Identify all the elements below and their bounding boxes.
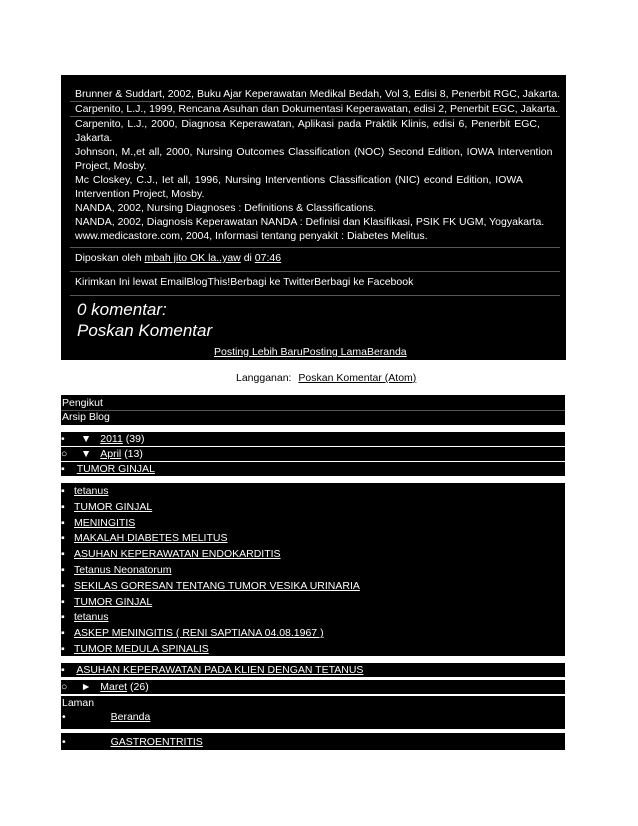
blog-pager (214, 345, 407, 359)
archive-post-link[interactable]: tetanus (74, 485, 109, 497)
archive-post (61, 531, 565, 545)
divider (61, 410, 565, 411)
posted-by-prefix: Diposkan oleh (75, 252, 142, 264)
page-link-gastroentritis[interactable]: GASTROENTRITIS (110, 736, 203, 748)
square-bullet-icon: ▪ (61, 643, 65, 655)
archive-prev-month (61, 680, 565, 694)
divider (70, 271, 560, 272)
posted-at: di (243, 252, 252, 264)
square-bullet-icon: ▪ (61, 485, 65, 497)
archive-year (61, 432, 565, 446)
square-bullet-icon: ▪ (61, 664, 65, 676)
share-bar (75, 275, 413, 289)
archive-post-link[interactable]: SEKILAS GORESAN TENTANG TUMOR VESIKA URINARIA (74, 579, 360, 592)
archive-month-count: (13) (124, 448, 143, 460)
reference-4-cont: Project, Mosby. (75, 160, 147, 172)
post-footer (75, 251, 281, 265)
square-bullet-icon: ▪ (61, 516, 65, 529)
archive-month (61, 447, 565, 461)
reference-3: Carpenito, L.J., 2000, Diagnosa Keperawatan, Aplikasi pada Praktik Klinis, edisi 6, Penerbit EGC, (75, 118, 540, 130)
share-email-link[interactable]: Kirimkan Ini lewat Email (75, 276, 187, 288)
archive-post (61, 516, 565, 530)
archive-post (61, 610, 565, 624)
bullet-icon: • (62, 736, 66, 748)
square-bullet-icon: ▪ (61, 532, 65, 545)
archive-title: Arsip Blog (62, 411, 110, 423)
archive-post (61, 642, 565, 656)
square-bullet-icon: ▪ (61, 463, 65, 475)
home-link[interactable]: Beranda (366, 346, 407, 358)
newer-posts-link[interactable]: Posting Lebih Baru (214, 346, 303, 358)
archive-post-link[interactable]: ASUHAN KEPERAWATAN PADA KLIEN DENGAN TETANUS (76, 664, 364, 676)
reference-3-cont: Jakarta. (75, 132, 113, 144)
archive-post (61, 484, 565, 498)
subscribe-atom-link[interactable]: Poskan Komentar (Atom) (298, 372, 417, 384)
archive-post-link[interactable]: Tetanus Neonatorum (74, 564, 172, 576)
archive-post-link[interactable]: MENINGITIS (74, 516, 136, 529)
timestamp-link[interactable]: 07:46 (254, 252, 282, 264)
archive-post-link[interactable]: tetanus (74, 611, 109, 624)
archive-post-link[interactable]: TUMOR GINJAL (74, 595, 153, 608)
circle-bullet-icon: ○ (61, 448, 68, 460)
reference-2: Carpenito, L.J., 1999, Rencana Asuhan dan Dokumentasi Keperawatan, edisi 2, Penerbit EGC, Jakarta. (75, 103, 558, 115)
reference-4: Johnson, M.,et all, 2000, Nursing Outcomes Classification (NOC) Second Edition, IOWA Intervention (75, 146, 553, 158)
archive-post-link[interactable]: ASUHAN KEPERAWATAN ENDOKARDITIS (74, 548, 281, 561)
archive-post-link[interactable]: MAKALAH DIABETES MELITUS (74, 532, 228, 545)
divider (70, 295, 560, 296)
archive-post (61, 663, 565, 677)
archive-post (61, 563, 565, 577)
reference-1: Brunner & Suddart, 2002, Buku Ajar Keperawatan Medikal Bedah, Vol 3, Edisi 8, Penerbit RGC, Jakarta. (75, 88, 561, 100)
bullet-icon: • (61, 433, 65, 445)
expand-toggle-icon[interactable]: ► (80, 681, 92, 693)
share-facebook-link[interactable]: Berbagi ke Facebook (314, 276, 414, 288)
pages-item (62, 735, 203, 749)
post-comment-link[interactable]: Poskan Komentar (77, 321, 213, 340)
square-bullet-icon: ▪ (61, 627, 65, 640)
pages-title: Laman (62, 697, 95, 709)
followers-title: Pengikut (62, 397, 103, 409)
reference-8: www.medicastore.com, 2004, Informasi tentang penyakit : Diabetes Melitus. (75, 230, 428, 242)
archive-post-link[interactable]: ASKEP MENINGITIS ( RENI SAPTIANA 04.08.1967 ) (74, 627, 324, 640)
subscribe (236, 371, 416, 385)
archive-prev-month-link[interactable]: Maret (100, 681, 128, 693)
archive-post (61, 462, 565, 476)
archive-post-link[interactable]: TUMOR GINJAL (76, 463, 155, 475)
divider (70, 247, 560, 248)
archive-post-link[interactable]: TUMOR GINJAL (74, 500, 153, 513)
square-bullet-icon: ▪ (61, 500, 65, 513)
author-link[interactable]: mbah jito OK la..yaw (144, 252, 241, 264)
square-bullet-icon: ▪ (61, 595, 65, 608)
reference-7: NANDA, 2002, Diagnosis Keperawatan NANDA : Definisi dan Klasifikasi, PSIK FK UGM, Yogyakarta. (75, 216, 545, 228)
circle-bullet-icon: ○ (61, 681, 68, 693)
pages-item (62, 710, 150, 724)
archive-post-link[interactable]: TUMOR MEDULA SPINALIS (74, 643, 209, 655)
archive-post (61, 547, 565, 561)
page-link-home[interactable]: Beranda (110, 711, 151, 723)
reference-5: Mc Closkey, C.J., Iet all, 1996, Nursing Interventions Classification (NIC) econd Edition, IOWA (75, 174, 523, 186)
older-posts-link[interactable]: Posting Lama (302, 346, 367, 358)
archive-post (61, 500, 565, 514)
reference-5-cont: Intervention Project, Mosby. (75, 188, 205, 200)
square-bullet-icon: ▪ (61, 548, 65, 561)
comment-count: 0 komentar: (77, 300, 167, 319)
expand-toggle-icon[interactable]: ▼ (80, 433, 92, 445)
square-bullet-icon: ▪ (61, 611, 65, 624)
archive-year-count: (39) (125, 433, 145, 445)
expand-toggle-icon[interactable]: ▼ (80, 448, 92, 460)
reference-6: NANDA, 2002, Nursing Diagnoses : Definitions & Classifications. (75, 202, 377, 214)
share-twitter-link[interactable]: Berbagi ke Twitter (230, 276, 315, 288)
subscribe-label: Langganan: (236, 372, 292, 384)
archive-prev-month-count: (26) (130, 681, 149, 693)
archive-year-link[interactable]: 2011 (100, 433, 123, 445)
archive-post (61, 595, 565, 609)
square-bullet-icon: ▪ (61, 564, 65, 576)
archive-post (61, 626, 565, 640)
archive-month-link[interactable]: April (100, 448, 122, 460)
bullet-icon: • (62, 711, 66, 723)
square-bullet-icon: ▪ (61, 579, 65, 592)
archive-post (61, 579, 565, 593)
share-blogthis-link[interactable]: BlogThis! (186, 276, 231, 288)
